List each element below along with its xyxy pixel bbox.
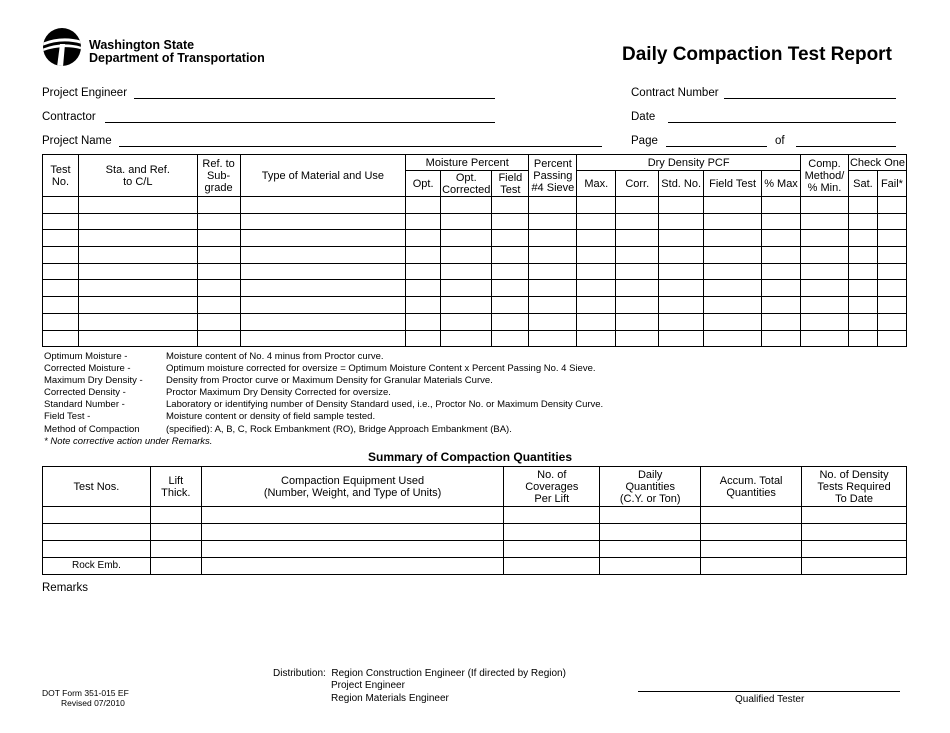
table-cell[interactable] [704,263,762,280]
header-corr: Corr. [616,171,659,197]
table-cell[interactable] [659,197,704,214]
table-cell[interactable] [877,197,906,214]
qualified-tester-signature-line[interactable] [638,691,900,692]
table-cell[interactable] [762,297,801,314]
table-cell[interactable] [78,230,197,247]
page-field[interactable] [666,146,767,147]
definition-term: Maximum Dry Density - [44,375,143,387]
table-cell[interactable] [704,213,762,230]
table-cell[interactable] [704,330,762,347]
table-cell[interactable] [877,280,906,297]
table-cell[interactable] [492,313,529,330]
table-cell[interactable] [704,247,762,264]
table-cell[interactable] [406,197,441,214]
distribution-label: Distribution: [273,668,326,679]
table-cell[interactable] [406,313,441,330]
table-cell[interactable] [877,263,906,280]
table-row [43,507,907,524]
distribution-line-2: Project Engineer [331,680,405,692]
table-row [43,297,907,314]
table-cell[interactable] [704,297,762,314]
table-cell[interactable] [43,213,79,230]
table-cell[interactable] [78,213,197,230]
header-percent-passing: Percent Passing #4 Sieve [529,155,577,197]
table-cell[interactable] [659,313,704,330]
table-cell[interactable] [877,297,906,314]
table-cell[interactable] [78,330,197,347]
table-cell[interactable] [577,297,616,314]
header-accum-total: Accum. Total Quantities [701,467,802,507]
table-cell[interactable] [616,313,659,330]
header-ref-subgrade: Ref. to Sub- grade [197,155,240,197]
table-cell[interactable] [43,297,79,314]
table-row [43,247,907,264]
definitions-list [44,351,603,448]
distribution-line-1: Region Construction Engineer (If directed by Region) [331,668,566,679]
table-cell[interactable] [441,330,492,347]
header-test-nos: Test Nos. [43,467,151,507]
header-opt-corrected: Opt. Corrected [442,171,491,196]
table-cell[interactable] [406,330,441,347]
definition-desc: (specified): A, B, C, Rock Embankment (RO), Bridge Approach Embankment (BA). [166,423,512,435]
table-cell[interactable] [577,313,616,330]
table-cell[interactable] [762,230,801,247]
table-row [43,541,907,558]
table-cell[interactable] [659,213,704,230]
rock-emb-label: Rock Emb. [43,558,151,575]
table-cell[interactable] [848,197,877,214]
header-moisture-percent: Moisture Percent [406,155,529,171]
table-cell[interactable] [577,230,616,247]
header-fail: Fail* [877,171,906,197]
table-cell[interactable] [492,263,529,280]
definition-desc: Proctor Maximum Dry Density Corrected for oversize. [166,387,391,399]
table-cell[interactable] [848,230,877,247]
table-cell[interactable] [577,263,616,280]
definition-term: Corrected Moisture - [44,363,131,375]
table-cell[interactable] [240,247,406,264]
project-engineer-label: Project Engineer [42,87,128,99]
distribution-line-3: Region Materials Engineer [331,692,449,704]
table-cell[interactable] [800,213,848,230]
table-cell[interactable] [762,330,801,347]
table-cell[interactable] [800,230,848,247]
table-cell[interactable] [492,230,529,247]
table-cell[interactable] [848,263,877,280]
table-cell[interactable] [800,280,848,297]
table-cell[interactable] [762,263,801,280]
definition-item [44,387,603,399]
table-cell[interactable] [441,230,492,247]
table-cell[interactable] [529,263,577,280]
organization-name: Washington State Department of Transportation [89,38,265,65]
date-label: Date [631,111,656,123]
header-check-one: Check One [849,156,905,169]
definition-term: Optimum Moisture - [44,351,128,362]
table-cell[interactable] [800,263,848,280]
table-row [43,524,907,541]
table-cell[interactable] [197,263,240,280]
table-cell[interactable] [616,263,659,280]
table-cell[interactable] [43,313,79,330]
table-cell[interactable] [704,280,762,297]
table-cell[interactable] [406,263,441,280]
table-cell[interactable] [492,330,529,347]
date-field[interactable] [668,122,896,123]
wsdot-logo-icon [42,27,82,67]
contract-number-field[interactable] [724,98,896,99]
table-cell[interactable] [529,197,577,214]
table-cell[interactable] [877,330,906,347]
remarks-label: Remarks [42,582,89,594]
table-cell[interactable] [529,297,577,314]
header-pct-max: % Max [762,171,801,197]
table-cell[interactable] [78,197,197,214]
table-cell[interactable] [848,297,877,314]
table-row [43,230,907,247]
table-cell[interactable] [441,263,492,280]
table-cell[interactable] [240,263,406,280]
table-cell[interactable] [577,213,616,230]
table-cell[interactable] [43,280,79,297]
table-cell[interactable] [877,313,906,330]
table-cell[interactable] [800,330,848,347]
table-cell[interactable] [577,197,616,214]
table-cell[interactable] [659,263,704,280]
table-cell[interactable] [406,247,441,264]
table-cell[interactable] [492,213,529,230]
summary-table [42,466,907,575]
table-cell[interactable] [43,330,79,347]
table-cell[interactable] [406,280,441,297]
header-test-no: Test No. [43,155,79,197]
rock-emb-row [43,558,907,575]
table-cell[interactable] [659,297,704,314]
table-cell[interactable] [43,247,79,264]
table-cell[interactable] [848,247,877,264]
table-cell[interactable] [877,230,906,247]
table-cell[interactable] [43,230,79,247]
header-std-no: Std. No. [659,171,704,197]
distribution-block [273,668,566,705]
project-name-label: Project Name [42,135,112,147]
table-cell[interactable] [704,230,762,247]
header-lift-thick: Lift Thick. [150,467,201,507]
table-cell[interactable] [877,213,906,230]
table-cell[interactable] [441,313,492,330]
page-label: Page [631,135,658,147]
table-cell[interactable] [406,297,441,314]
definition-term: Field Test - [44,411,91,423]
table-cell[interactable] [197,280,240,297]
header-dd-field-test: Field Test [704,171,762,197]
table-cell[interactable] [197,230,240,247]
header-max: Max. [577,171,616,197]
table-cell[interactable] [848,213,877,230]
table-cell[interactable] [848,330,877,347]
header-material: Type of Material and Use [240,155,406,197]
table-cell[interactable] [800,313,848,330]
table-cell[interactable] [762,247,801,264]
table-cell[interactable] [659,330,704,347]
form-number-block [42,688,129,708]
form-number: DOT Form 351-015 EF [42,688,129,698]
table-cell[interactable] [529,247,577,264]
definition-desc: Moisture content or density of field sample tested. [166,411,376,423]
table-cell[interactable] [441,213,492,230]
table-cell[interactable] [197,247,240,264]
table-cell[interactable] [240,330,406,347]
header-sta-ref: Sta. and Ref. to C/L [78,155,197,197]
table-cell[interactable] [848,313,877,330]
definition-desc: Laboratory or identifying number of Density Standard used, i.e., Proctor No. or Maximum Density Curve. [166,399,604,411]
table-cell[interactable] [529,330,577,347]
definition-desc: Optimum moisture corrected for oversize = Optimum Moisture Content x Percent Passing No. 4 Sieve. [166,363,596,375]
table-cell[interactable] [529,213,577,230]
table-cell[interactable] [762,197,801,214]
table-cell[interactable] [78,280,197,297]
table-cell[interactable] [577,247,616,264]
table-cell[interactable] [616,297,659,314]
table-cell[interactable] [659,230,704,247]
header-field-test: Field Test [492,171,529,197]
table-cell[interactable] [240,197,406,214]
table-cell[interactable] [441,280,492,297]
table-cell[interactable] [240,313,406,330]
table-cell[interactable] [800,197,848,214]
table-cell[interactable] [197,297,240,314]
header-opt: Opt. [406,171,441,197]
table-cell[interactable] [240,297,406,314]
table-cell[interactable] [492,247,529,264]
table-row [43,330,907,347]
table-cell[interactable] [529,230,577,247]
header-coverages: No. of Coverages Per Lift [504,467,600,507]
table-cell[interactable] [406,230,441,247]
table-cell[interactable] [441,197,492,214]
table-cell[interactable] [877,247,906,264]
compaction-test-table [42,154,907,347]
table-cell[interactable] [441,297,492,314]
definition-item [44,411,603,423]
table-cell[interactable] [197,313,240,330]
header-density-tests: No. of Density Tests Required To Date [802,467,907,507]
table-cell[interactable] [616,197,659,214]
table-cell[interactable] [659,247,704,264]
header-sat: Sat. [848,171,877,197]
table-cell[interactable] [800,297,848,314]
table-cell[interactable] [197,197,240,214]
table-cell[interactable] [577,280,616,297]
of-label: of [775,135,785,147]
contractor-label: Contractor [42,111,96,123]
project-name-field[interactable] [119,146,602,147]
table-cell[interactable] [762,280,801,297]
table-cell[interactable] [762,313,801,330]
table-cell[interactable] [616,330,659,347]
table-cell[interactable] [704,313,762,330]
table-cell[interactable] [616,280,659,297]
definition-item [44,375,603,387]
definition-item [44,363,603,375]
header-comp-method: Comp. Method/ % Min. [800,155,848,197]
table-row [43,313,907,330]
table-cell[interactable] [762,213,801,230]
table-cell[interactable] [197,330,240,347]
definitions-note: * Note corrective action under Remarks. [44,435,213,447]
table-cell[interactable] [704,197,762,214]
definition-term: Method of Compaction [44,423,140,435]
table-cell[interactable] [197,213,240,230]
table-cell[interactable] [529,313,577,330]
table-cell[interactable] [240,280,406,297]
summary-title: Summary of Compaction Quantities [368,450,573,464]
definition-term: Standard Number - [44,399,125,411]
table-cell[interactable] [43,263,79,280]
table-cell[interactable] [492,297,529,314]
header-daily-quantities: Daily Quantities (C.Y. or Ton) [600,467,701,507]
header-dry-density: Dry Density PCF [577,155,801,171]
definition-desc: Density from Proctor curve or Maximum Density for Granular Materials Curve. [166,375,493,387]
table-cell[interactable] [78,247,197,264]
table-row [43,280,907,297]
table-cell[interactable] [492,280,529,297]
definition-item [44,351,603,363]
table-cell[interactable] [240,230,406,247]
table-cell[interactable] [78,297,197,314]
table-cell[interactable] [43,197,79,214]
page-total-field[interactable] [796,146,896,147]
definition-term: Corrected Density - [44,387,126,399]
table-cell[interactable] [529,280,577,297]
table-cell[interactable] [78,263,197,280]
qualified-tester-label: Qualified Tester [735,694,805,705]
table-cell[interactable] [616,247,659,264]
table-cell[interactable] [240,213,406,230]
header-compaction-equipment: Compaction Equipment Used (Number, Weight, and Type of Units) [201,467,504,507]
project-engineer-field[interactable] [134,98,495,99]
revised-date: Revised 07/2010 [61,698,125,708]
table-cell[interactable] [406,213,441,230]
page-title: Daily Compaction Test Report [622,44,892,65]
table-row [43,213,907,230]
table-cell[interactable] [659,280,704,297]
definition-desc: Moisture content of No. 4 minus from Proctor curve. [166,351,384,362]
table-cell[interactable] [616,230,659,247]
table-cell[interactable] [78,313,197,330]
table-cell[interactable] [577,330,616,347]
definition-item [44,424,603,436]
table-row [43,263,907,280]
contract-number-label: Contract Number [631,87,719,99]
table-cell[interactable] [492,197,529,214]
table-row [43,197,907,214]
table-cell[interactable] [616,213,659,230]
table-cell[interactable] [800,247,848,264]
definition-item [44,399,603,411]
table-cell[interactable] [848,280,877,297]
table-cell[interactable] [441,247,492,264]
contractor-field[interactable] [105,122,495,123]
